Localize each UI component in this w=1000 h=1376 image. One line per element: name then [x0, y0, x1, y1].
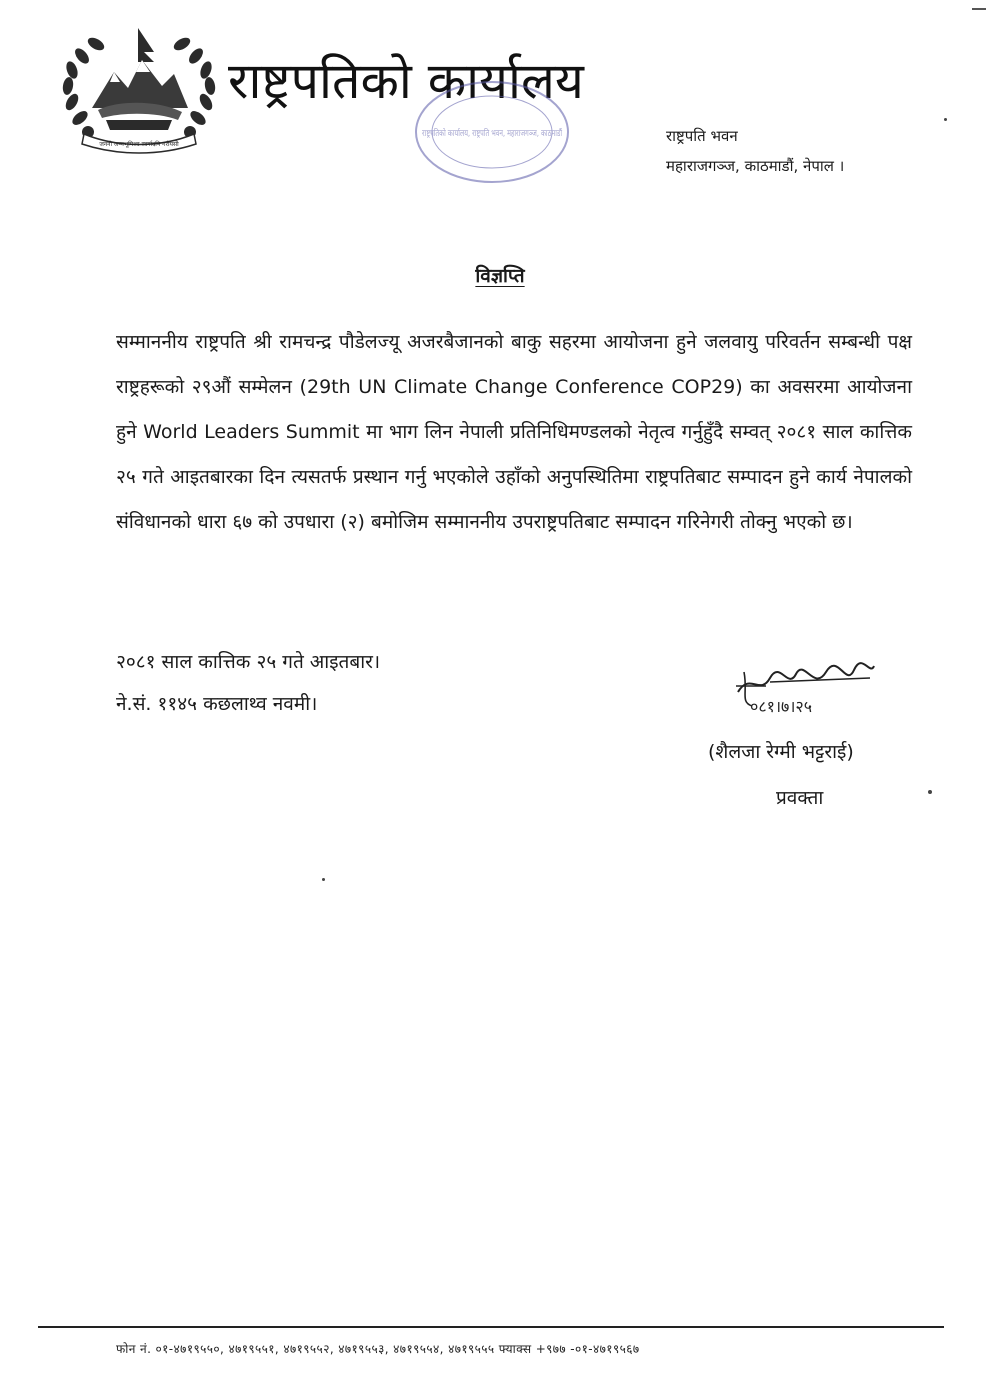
handwritten-signature [730, 652, 880, 722]
footer-contact-numbers: फोन नं. ०१-४७१९५५०, ४७१९५५१, ४७१९५५२, ४७१९५५३, ४७१९५५४, ४७१९५५५ फ्याक्स +९७७ -०१-४७१९५६७ [116, 1342, 640, 1356]
scan-speck [322, 878, 325, 881]
national-emblem-icon [58, 22, 220, 154]
seal-text: राष्ट्रपतिको कार्यालय, राष्ट्रपति भवन, महाराजगञ्ज, काठमाडौं [422, 129, 618, 139]
signatory-name: (शैलजा रेग्मी भट्टराई) [708, 741, 854, 763]
signatory-title: प्रवक्ता [776, 787, 824, 809]
scan-speck [928, 790, 932, 794]
scan-mark [972, 8, 986, 10]
office-title: राष्ट्रपतिको कार्यालय [228, 52, 584, 110]
address-line-1: राष्ट्रपति भवन [666, 127, 738, 145]
date-bikram-sambat: २०८१ साल कात्तिक २५ गते आइतबार। [116, 651, 381, 673]
footer-divider [38, 1326, 944, 1328]
date-nepal-sambat: ने.सं. ११४५ कछलाथ्व नवमी। [116, 693, 318, 715]
signature-date: ०८१।७।२५ [750, 697, 813, 716]
address-line-2: महाराजगञ्ज, काठमाडौं, नेपाल । [666, 157, 845, 175]
notice-heading [0, 262, 1000, 288]
notice-body: सम्माननीय राष्ट्रपति श्री रामचन्द्र पौडेलज्यू अजरबैजानको बाकु सहरमा आयोजना हुने जलवायु परिवर्तन सम्बन्धी पक्ष राष्ट्रहरूको २९औं सम्मेलन (29th UN Climate Change Conference COP29) का अवसरमा आयोजना हुने World Leaders Summit मा भाग लिन नेपाली प्रतिनिधिमण्डलको नेतृत्व गर्नुहुँदै सम्वत् २०८१ साल कात्तिक २५ गते आइतबारका दिन त्यसतर्फ प्रस्थान गर्नु भएकोले उहाँको अनुपस्थितिमा राष्ट्रपतिबाट सम्पादन हुने कार्य नेपालको संविधानको धारा ६७ को उपधारा (२) बमोजिम सम्माननीय उपराष्ट्रपतिबाट सम्पादन गरिनेगरी तोक्नु भएको छ। [116, 331, 912, 533]
office-seal-stamp [412, 78, 618, 186]
scan-speck [944, 118, 947, 121]
notice-heading-text: विज्ञप्ति [475, 265, 525, 287]
emblem-motto: जननी जन्मभूमिश्च स्वर्गादपि गरीयसी [99, 141, 179, 148]
